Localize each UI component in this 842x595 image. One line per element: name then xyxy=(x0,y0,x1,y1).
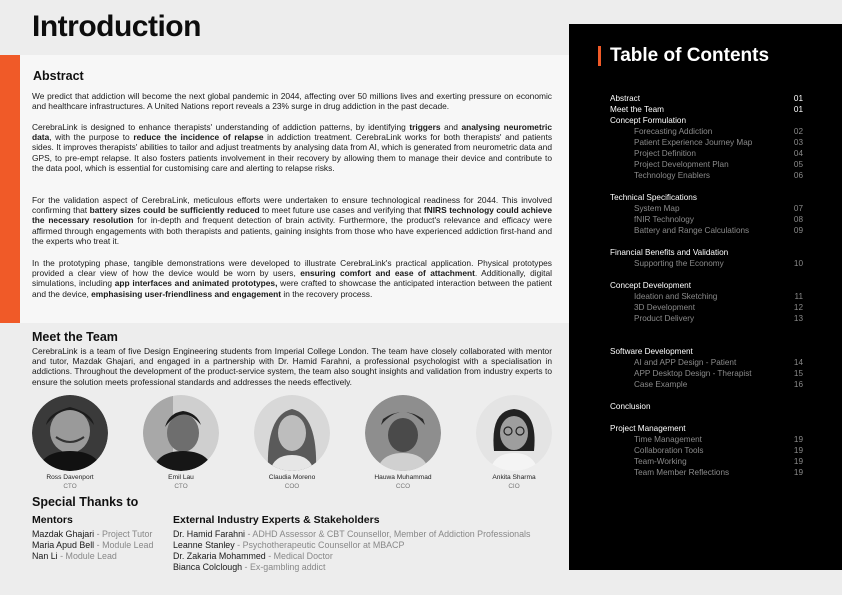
toc-entry-label: AI and APP Design - Patient xyxy=(634,358,737,367)
toc-entry[interactable] xyxy=(610,401,803,412)
toc-entry-label: Case Example xyxy=(634,380,688,389)
toc-entry-label: Concept Formulation xyxy=(610,116,686,125)
toc-entry[interactable] xyxy=(610,159,803,170)
toc-entry-label: Technology Enablers xyxy=(634,171,711,180)
toc-entry[interactable] xyxy=(610,93,803,104)
toc-entry-page: 13 xyxy=(793,314,803,323)
body-text: to meet future use cases and verifying that xyxy=(259,205,424,216)
team-heading: Meet the Team xyxy=(32,330,118,344)
toc-entry[interactable] xyxy=(610,434,803,445)
toc-entry[interactable] xyxy=(610,368,803,379)
body-text: were crafted to showcase the anticipated interaction between the patient and the device, xyxy=(32,278,552,299)
member-name: Claudia Moreno xyxy=(268,474,316,481)
toc-entry-label: Technical Specifications xyxy=(610,193,697,202)
emphasis-text: fNIRS technology could achieve the necessary resolution xyxy=(32,205,552,226)
abstract-heading: Abstract xyxy=(33,69,84,83)
member-role: CTO xyxy=(63,483,77,490)
toc-entry-page: 16 xyxy=(793,380,803,389)
toc-entry-label: Conclusion xyxy=(610,402,651,411)
toc-entry[interactable] xyxy=(610,357,803,368)
toc-entry-label: 3D Development xyxy=(634,303,695,312)
list-item: Nan Li - Module Lead xyxy=(32,551,117,561)
person-name: Dr. Zakaria Mohammed xyxy=(173,551,266,561)
emphasis-text: app interfaces and animated prototypes, xyxy=(114,278,278,289)
avatar xyxy=(32,395,108,471)
toc-entry-page: 01 xyxy=(793,94,803,103)
member-name: Ankita Sharma xyxy=(492,474,536,481)
person-role: Psychotherapeutic Counsellor at MBACP xyxy=(242,540,405,550)
toc-entry-page: 12 xyxy=(793,303,803,312)
toc-entry-page: 09 xyxy=(793,226,803,235)
toc-entry-label: Ideation and Sketching xyxy=(634,292,718,301)
toc-entry[interactable] xyxy=(610,346,803,357)
toc-entry-page: 19 xyxy=(793,435,803,444)
body-text: For the validation aspect of CerebraLink, meticulous efforts were undertaken to ensure technological readiness for 2044. This involved confirming that xyxy=(32,195,552,216)
team-member xyxy=(363,395,443,490)
avatar xyxy=(254,395,330,471)
toc-entry-label: Battery and Range Calculations xyxy=(634,226,750,235)
special-thanks-heading: Special Thanks to xyxy=(32,495,139,509)
body-text: and xyxy=(440,122,462,132)
person-role: Project Tutor xyxy=(102,529,153,539)
person-role: Module Lead xyxy=(65,551,117,561)
toc-entry-label: Team-Working xyxy=(634,457,687,466)
member-role: CIO xyxy=(508,483,520,490)
person-name: Leanne Stanley xyxy=(173,540,235,550)
toc-entry-label: Team Member Reflections xyxy=(634,468,730,477)
abstract-paragraph-3 xyxy=(32,195,552,246)
body-text: CerebraLink is designed to enhance therapists' understanding of addiction patterns, by identifying xyxy=(32,122,410,132)
toc-entry-page: 05 xyxy=(793,160,803,169)
toc-entry-label: Concept Development xyxy=(610,281,692,290)
toc-entry-page: 04 xyxy=(793,149,803,158)
toc-entry-label: Financial Benefits and Validation xyxy=(610,248,729,257)
accent-bar xyxy=(0,55,20,323)
emphasis-text: emphasising user-friendliness and engagement xyxy=(91,288,282,299)
toc-entry[interactable] xyxy=(610,302,803,313)
toc-entry-label: Collaboration Tools xyxy=(634,446,704,455)
list-item: Leanne Stanley - Psychotherapeutic Counsellor at MBACP xyxy=(173,540,405,550)
member-name: Hauwa Muhammad xyxy=(374,474,432,481)
toc-entry-label: APP Desktop Design - Therapist xyxy=(634,369,752,378)
toc-entry-page: 08 xyxy=(793,215,803,224)
toc-entry[interactable] xyxy=(610,467,803,478)
member-name: Emil Lau xyxy=(168,474,194,481)
avatar xyxy=(476,395,552,471)
toc-entry[interactable] xyxy=(610,203,803,214)
team-member xyxy=(252,395,332,490)
toc-entry[interactable] xyxy=(610,148,803,159)
toc-entry[interactable] xyxy=(610,379,803,390)
toc-entry[interactable] xyxy=(610,170,803,181)
toc-entry[interactable] xyxy=(610,280,803,291)
abstract-paragraph-4 xyxy=(32,258,552,299)
team-paragraph: CerebraLink is a team of five Design Engineering students from Imperial College London. The team have closely collaborated with mentor and tutor, Mazdak Ghajari, and engaged in a partnership with Dr. Hamid Farahni, a professional psychologist with a specialisation in addictions. Throughout the development of the product-service system, the team also sought insights and validation from industry experts to ensure the solution meets professional standards and addresses the needs effectively. xyxy=(32,346,552,387)
body-text: in addiction treatment. CerebraLink works for both therapists' and patients sides. It improves therapists' abilities to tailor and adjust treatments by analysing data from AI, which is generated from neurometric data and GPS, to pre-empt relapse. It also fosters patients involvement in their recovery by allowing them to manage their device and contribute to the data pool, which is essential for customising care and alerting to relapse risks. xyxy=(32,132,553,173)
toc-entry[interactable] xyxy=(610,225,803,236)
toc-entry-label: Time Management xyxy=(634,435,702,444)
toc-accent-bar xyxy=(598,46,601,66)
person-name: Maria Apud Bell xyxy=(32,540,95,550)
page-title: Introduction xyxy=(32,10,201,43)
person-name: Dr. Hamid Farahni xyxy=(173,529,246,539)
toc-entry-label: Project Development Plan xyxy=(634,160,729,169)
toc-entry[interactable] xyxy=(610,258,803,269)
toc-entry[interactable] xyxy=(610,313,803,324)
toc-entry-page: 15 xyxy=(793,369,803,378)
toc-entry-page: 02 xyxy=(793,127,803,136)
toc-entry-label: Meet the Team xyxy=(610,105,665,114)
toc-entry[interactable] xyxy=(610,445,803,456)
toc-entry[interactable] xyxy=(610,104,803,115)
person-role: Ex-gambling addict xyxy=(249,562,326,572)
person-name: Nan Li xyxy=(32,551,58,561)
abstract-paragraph-2 xyxy=(32,122,552,173)
list-item: Dr. Hamid Farahni - ADHD Assessor & CBT Counsellor, Member of Addiction Professionals xyxy=(173,529,531,539)
toc-entry-page: 07 xyxy=(793,204,803,213)
person-role: Medical Doctor xyxy=(273,551,333,561)
body-text: In the prototyping phase, tangible demonstrations were developed to illustrate CerebraLink's practical application. Physical prototypes provided a clear view of how the device would be worn by users, xyxy=(32,258,552,279)
toc-entry[interactable] xyxy=(610,423,803,434)
toc-entry-label: Project Management xyxy=(610,424,686,433)
toc-entry[interactable] xyxy=(610,456,803,467)
toc-entry[interactable] xyxy=(610,291,803,302)
toc-entry-label: System Map xyxy=(634,204,680,213)
member-role: CTO xyxy=(174,483,188,490)
toc-entry-page: 19 xyxy=(793,446,803,455)
mentors-heading: Mentors xyxy=(32,514,73,526)
avatar xyxy=(365,395,441,471)
toc-entry-label: Patient Experience Journey Map xyxy=(634,138,753,147)
toc-entry[interactable] xyxy=(610,214,803,225)
team-member xyxy=(141,395,221,490)
toc-title: Table of Contents xyxy=(610,45,770,66)
person-name: Bianca Colclough xyxy=(173,562,245,572)
toc-entry-page: 14 xyxy=(793,358,803,367)
toc-entry-page: 01 xyxy=(793,105,803,114)
team-member xyxy=(474,395,554,490)
toc-entry[interactable] xyxy=(610,137,803,148)
member-name: Ross Davenport xyxy=(46,474,94,481)
toc-entry-label: Product Delivery xyxy=(634,314,695,323)
emphasis-text: battery sizes could be sufficiently reduced xyxy=(89,205,260,216)
toc-entry-label: Supporting the Economy xyxy=(634,259,724,268)
list-item: Mazdak Ghajari - Project Tutor xyxy=(32,529,153,539)
toc-entry-page: 19 xyxy=(793,468,803,477)
list-item: Maria Apud Bell - Module Lead xyxy=(32,540,154,550)
toc-entry[interactable] xyxy=(610,126,803,137)
body-text: for in-depth and frequent detection of brain activity. Furthermore, the product's relevance and efficacy were affirmed through engagements with both therapists and patients, gaining insights from those who have experienced addiction first-hand and the experts who treat it. xyxy=(32,215,552,246)
emphasis-text: analysing neurometric data xyxy=(32,122,552,143)
body-text: . Additionally, digital simulations, including xyxy=(32,268,552,289)
list-item: Dr. Zakaria Mohammed - Medical Doctor xyxy=(173,551,333,561)
toc-entry-page: 11 xyxy=(794,292,803,301)
toc-entry-label: Abstract xyxy=(610,94,641,103)
mentors-list xyxy=(32,529,153,562)
toc-entry-label: fNIR Technology xyxy=(634,215,694,224)
team-member xyxy=(30,395,110,490)
person-name: Mazdak Ghajari xyxy=(32,529,95,539)
body-text: , with the purpose to xyxy=(49,132,134,143)
toc-entry-page: 19 xyxy=(793,457,803,466)
member-role: COO xyxy=(284,483,300,490)
toc-entry-label: Project Definition xyxy=(634,149,696,158)
toc-entry[interactable] xyxy=(610,247,803,258)
body-text: in the recovery process. xyxy=(281,288,373,299)
member-role: CCO xyxy=(395,483,411,490)
list-item: Bianca Colclough - Ex-gambling addict xyxy=(173,562,326,572)
experts-list xyxy=(173,529,530,573)
toc-entry-label: Software Development xyxy=(610,347,693,356)
toc-entry-page: 10 xyxy=(793,259,803,268)
person-role: Module Lead xyxy=(102,540,154,550)
emphasis-text: reduce the incidence of relapse xyxy=(133,132,264,143)
toc-entry[interactable] xyxy=(610,192,803,203)
experts-heading: External Industry Experts & Stakeholders xyxy=(173,514,380,526)
emphasis-text: triggers xyxy=(409,122,441,132)
toc-entry-label: Forecasting Addiction xyxy=(634,127,713,136)
toc-entry-page: 06 xyxy=(793,171,803,180)
abstract-paragraph-1: We predict that addiction will become the next global pandemic in 2044, affecting over 50 millions lives and exerting pressure on economic and healthcare infrastructures. A United Nations report reveals a 23% surge in drug addiction in the past decade. xyxy=(32,91,552,112)
person-role: ADHD Assessor & CBT Counsellor, Member of Addiction Professionals xyxy=(252,529,531,539)
emphasis-text: ensuring comfort and ease of attachment xyxy=(300,268,475,279)
avatar xyxy=(143,395,219,471)
toc-entry-page: 03 xyxy=(793,138,803,147)
toc-entry[interactable] xyxy=(610,115,803,126)
